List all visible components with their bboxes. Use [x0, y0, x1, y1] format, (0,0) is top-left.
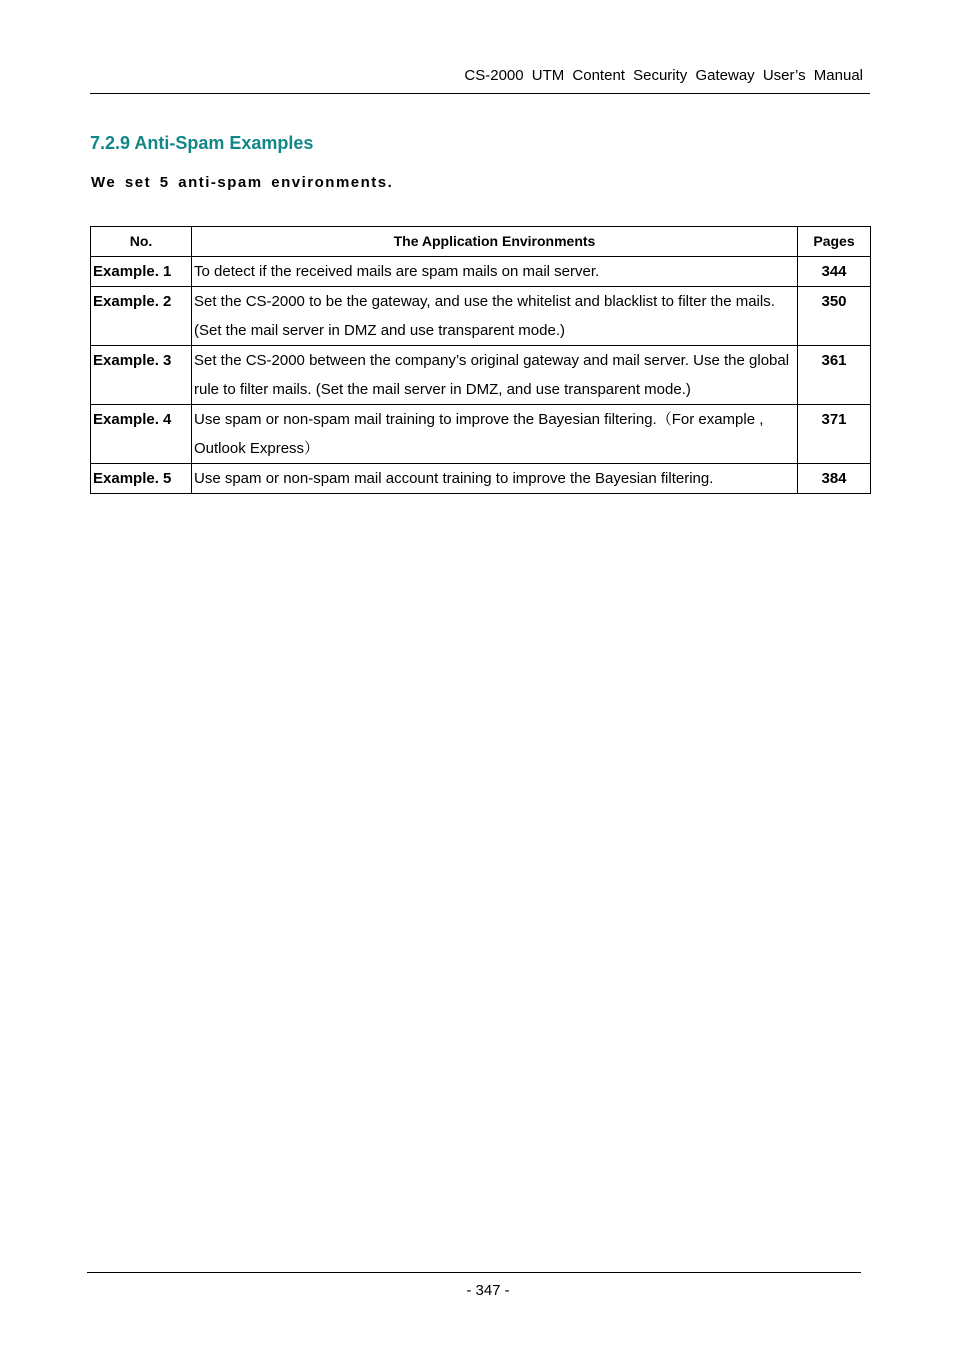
- examples-table: [90, 226, 871, 494]
- header-divider: [90, 93, 870, 94]
- table-row: [91, 346, 871, 405]
- footer-divider: [87, 1272, 861, 1273]
- example-number: Example. 1: [91, 257, 192, 287]
- table-row: [91, 405, 871, 464]
- example-number: Example. 2: [91, 287, 192, 346]
- example-number: Example. 5: [91, 464, 192, 494]
- table-row: [91, 287, 871, 346]
- example-number: Example. 3: [91, 346, 192, 405]
- column-header-no: No.: [91, 227, 192, 257]
- table-row: [91, 464, 871, 494]
- example-description: Use spam or non-spam mail account training to improve the Bayesian filtering.: [192, 464, 798, 494]
- example-description: Set the CS-2000 to be the gateway, and use the whitelist and blacklist to filter the mails. (Set the mail server in DMZ and use transparent mode.): [192, 287, 798, 346]
- example-description: Use spam or non-spam mail training to improve the Bayesian filtering.（For example , Outlook Express）: [192, 405, 798, 464]
- example-description: To detect if the received mails are spam mails on mail server.: [192, 257, 798, 287]
- example-page: 350: [798, 287, 871, 346]
- table-header-row: [91, 227, 871, 257]
- table-row: [91, 257, 871, 287]
- example-page: 384: [798, 464, 871, 494]
- running-header-title: CS-2000 UTM Content Security Gateway User’s Manual: [464, 67, 863, 84]
- page-number: - 347 -: [466, 1282, 510, 1299]
- example-page: 344: [798, 257, 871, 287]
- example-number: Example. 4: [91, 405, 192, 464]
- column-header-pages: Pages: [798, 227, 871, 257]
- intro-text: We set 5 anti-spam environments.: [91, 174, 394, 191]
- example-page: 361: [798, 346, 871, 405]
- example-description: Set the CS-2000 between the company’s original gateway and mail server. Use the global rule to filter mails. (Set the mail server in DMZ, and use transparent mode.): [192, 346, 798, 405]
- section-heading: 7.2.9 Anti-Spam Examples: [90, 133, 314, 153]
- column-header-environment: The Application Environments: [192, 227, 798, 257]
- example-page: 371: [798, 405, 871, 464]
